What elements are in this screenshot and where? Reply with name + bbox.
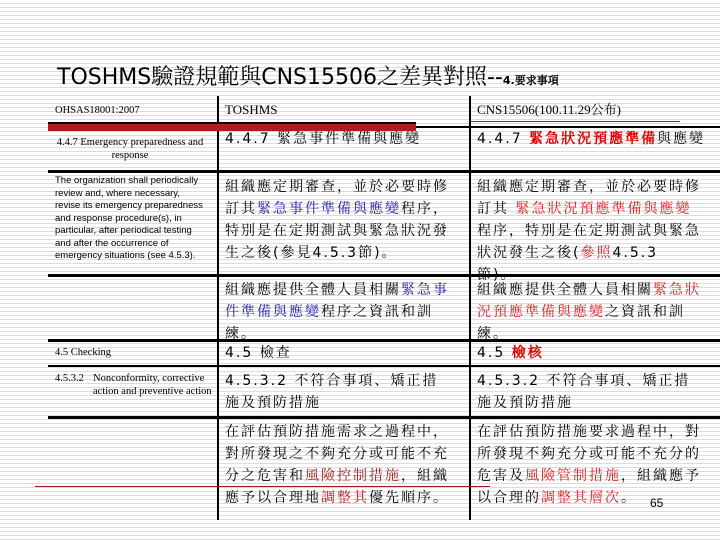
text: 在評估預防措施要求過程中，對所發現不夠充分或可能不充分的危害及 (477, 424, 701, 484)
row-divider (48, 416, 720, 419)
highlight-text: 緊急事件準備與應變 (257, 201, 401, 217)
text: 組織應提供全體人員相關 (477, 282, 653, 298)
highlight-text: 參照 (580, 245, 613, 261)
clause-number: 4.5.3.2 (55, 373, 84, 384)
slide-title (57, 60, 559, 91)
row5-toshms: 4.5.3.2 不符合事項、矯正措施及預防措施 (225, 373, 439, 411)
highlight-text: 風險控制措施 (305, 468, 401, 484)
highlight-text: 風險管制措施 (525, 468, 621, 484)
column-divider-2 (469, 96, 471, 520)
row3-cns (477, 279, 702, 345)
title-sub: 4.要求事項 (502, 74, 559, 87)
column-divider-1 (217, 96, 219, 520)
row4-toshms: 4.5 檢查 (225, 345, 292, 361)
highlight-text: 檢核 (511, 345, 544, 361)
header-thin-red-line (470, 121, 680, 122)
header-toshms: TOSHMS (225, 102, 278, 117)
text: 優先順序。 (369, 490, 449, 506)
row3-toshms (225, 279, 450, 345)
header-ohsas: OHSAS18001:2007 (55, 105, 140, 116)
row1-ohsas: 4.4.7 Emergency preparedness and response (56, 137, 204, 161)
row2-toshms (225, 176, 450, 264)
text: 4.5 (477, 345, 512, 361)
row2-ohsas: The organization shall periodically review and, where necessary, revise its emergency preparedness and response procedure(s), in particular, after periodical testing and after the occurrence of emergency situations (see 4.5.3). (55, 175, 203, 261)
row-divider (48, 365, 720, 367)
highlight-text: 緊急狀況預應準備與應變 (477, 282, 701, 320)
text: 。 (621, 490, 637, 506)
row5-cns: 4.5.3.2 不符合事項、矯正措施及預防措施 (477, 373, 691, 411)
highlight-text: 緊急狀況預應準備 (529, 131, 658, 147)
text: 組織應定期審查，並於必要時修訂其 (477, 179, 701, 217)
text: 組織應提供全體人員相關 (225, 282, 401, 298)
text: 之資訊和訓練。 (477, 304, 685, 342)
text: 4.5.3 節)。 (477, 245, 659, 283)
highlight-text: 緊急狀況預應準備與應變 (515, 201, 692, 217)
row-divider (48, 170, 720, 173)
text: 與應變 (657, 131, 706, 147)
text: 在評估預防措施需求之過程中，對所發現之不夠充分或可能不充分之危害和 (225, 424, 449, 484)
row4-ohsas: 4.5 Checking (55, 347, 111, 358)
clause-title: Nonconformity, corrective action and preventive action (93, 373, 212, 397)
row2-cns (477, 176, 702, 286)
text: 組織應定期審查，並於必要時修訂其 (225, 179, 449, 217)
text: 程序之資訊和訓練。 (225, 304, 433, 342)
row5-ohsas (55, 372, 215, 398)
text: ，組織應予以合理地 (225, 468, 449, 506)
row6-cns (477, 421, 702, 509)
text: 程序，特別是在定期測試與緊急狀況發生之後( (477, 223, 701, 261)
highlight-text: 緊急事件準備與應變 (225, 282, 449, 320)
highlight-text: 調整其層次 (541, 490, 621, 506)
page-number: 65 (650, 496, 664, 510)
row6-toshms (225, 421, 450, 509)
highlight-text: 調整其 (321, 490, 369, 506)
text: ，組織應予以合理的 (477, 468, 701, 506)
text: 4.4.7 (477, 131, 530, 147)
header-cns: CNS15506(100.11.29公布) (477, 102, 621, 117)
text: 程序，特別是在定期測試與緊急狀況發生之後(參見4.5.3節)。 (225, 201, 449, 261)
title-main: TOSHMS驗證規範與CNS15506之差異對照-- (57, 65, 503, 90)
row1-cns (477, 128, 705, 150)
row4-cns (477, 342, 544, 364)
row1-toshms: 4.4.7 緊急事件準備與應變 (225, 131, 422, 147)
